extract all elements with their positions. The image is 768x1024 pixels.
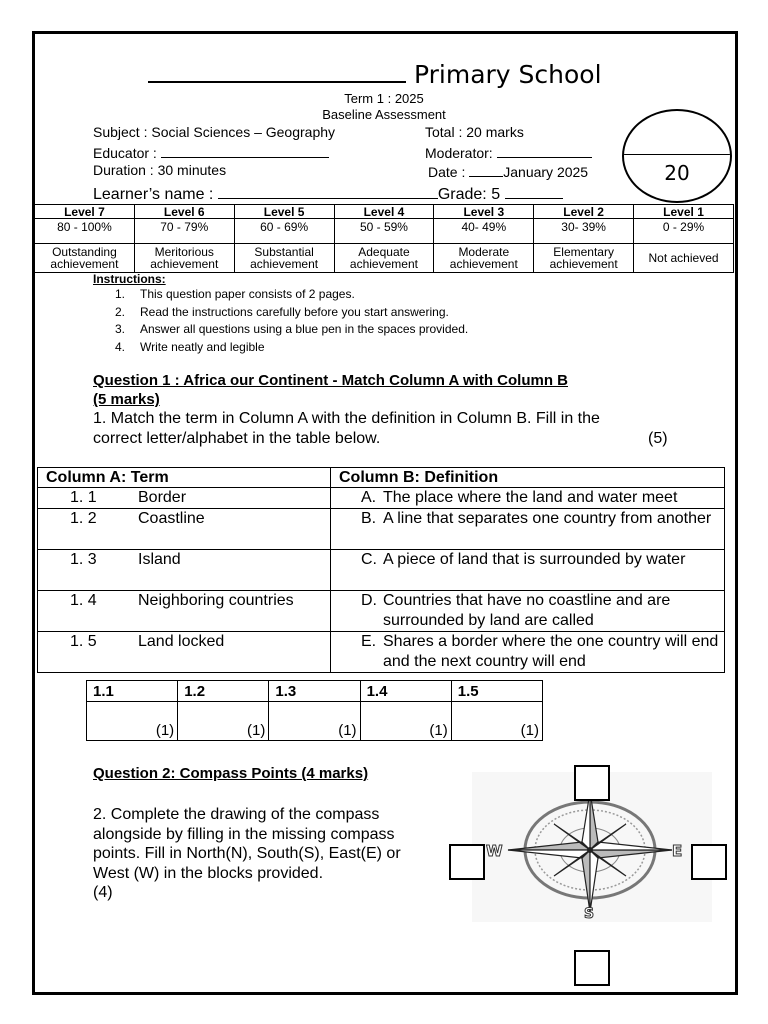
school-name-blank[interactable] bbox=[148, 63, 406, 83]
description-cell: Substantial achievement bbox=[234, 244, 334, 273]
question-1-text: 1. Match the term in Column A with the definition in Column B. Fill in the correct letter/alphabet in the table below. (5) bbox=[93, 410, 668, 447]
levels-description-row bbox=[35, 244, 734, 273]
levels-header-row bbox=[35, 205, 734, 219]
column-b-header: Column B: Definition bbox=[331, 468, 725, 488]
answer-header-cell: 1.1 bbox=[87, 681, 178, 702]
level-cell: Level 7 bbox=[35, 205, 135, 219]
column-a-header: Column A: Term bbox=[38, 468, 331, 488]
compass-west-label: W bbox=[486, 842, 503, 860]
score-total: 20 bbox=[664, 161, 690, 185]
list-item: 1. This question paper consists of 2 pages. bbox=[115, 287, 355, 301]
answer-cell-1-2[interactable]: (1) bbox=[178, 702, 269, 741]
educator-field: Educator : bbox=[93, 143, 329, 161]
total-marks: Total : 20 marks bbox=[425, 124, 524, 140]
score-divider bbox=[624, 154, 730, 155]
answer-cell-1-4[interactable]: (1) bbox=[360, 702, 451, 741]
instructions-heading: Instructions: bbox=[93, 272, 166, 286]
description-cell: Moderate achievement bbox=[434, 244, 534, 273]
date-day-blank[interactable] bbox=[469, 162, 503, 177]
compass-west-box[interactable] bbox=[449, 844, 485, 880]
levels-range-row bbox=[35, 219, 734, 244]
range-cell: 50 - 59% bbox=[334, 219, 434, 244]
matching-header-row bbox=[38, 468, 725, 488]
term: Term 1 : 2025 bbox=[344, 91, 424, 106]
range-cell: 60 - 69% bbox=[234, 219, 334, 244]
description-cell: Adequate achievement bbox=[334, 244, 434, 273]
school-title: Primary School bbox=[148, 60, 602, 89]
list-item: 4. Write neatly and legible bbox=[115, 339, 265, 354]
achievement-levels-table bbox=[34, 204, 734, 273]
duration: Duration : 30 minutes bbox=[93, 162, 227, 178]
range-cell: 30- 39% bbox=[534, 219, 634, 244]
matching-table bbox=[37, 467, 725, 673]
answer-input-row bbox=[87, 702, 543, 741]
range-cell: 70 - 79% bbox=[134, 219, 234, 244]
table-row: 1. 3 Island C. A piece of land that is surrounded by water bbox=[38, 550, 725, 591]
level-cell: Level 5 bbox=[234, 205, 334, 219]
description-cell: Elementary achievement bbox=[534, 244, 634, 273]
level-cell: Level 1 bbox=[634, 205, 734, 219]
answer-table bbox=[86, 680, 543, 741]
question-1-heading: Question 1 : Africa our Continent - Match Column A with Column B (5 marks) bbox=[93, 372, 568, 408]
table-row: 1. 5 Land locked E. Shares a border where the one country will end and the next country will end bbox=[38, 632, 725, 673]
list-item: 3. Answer all questions using a blue pen in the spaces provided. bbox=[115, 322, 469, 336]
answer-header-row bbox=[87, 681, 543, 702]
description-cell: Not achieved bbox=[634, 244, 734, 273]
compass-south-label: S bbox=[584, 906, 595, 922]
range-cell: 0 - 29% bbox=[634, 219, 734, 244]
range-cell: 80 - 100% bbox=[35, 219, 135, 244]
level-cell: Level 2 bbox=[534, 205, 634, 219]
compass-south-box[interactable] bbox=[574, 950, 610, 986]
table-row: 1. 4 Neighboring countries D. Countries that have no coastline and are surrounded by land are called bbox=[38, 591, 725, 632]
question-2-heading: Question 2: Compass Points (4 marks) bbox=[93, 765, 369, 782]
grade-class-blank[interactable] bbox=[505, 182, 563, 199]
learner-field: Learner’s name : Grade: 5 bbox=[93, 182, 563, 204]
compass-east-label: E bbox=[672, 842, 683, 860]
score-circle bbox=[622, 109, 732, 203]
answer-header-cell: 1.5 bbox=[451, 681, 542, 702]
question-2-text: 2. Complete the drawing of the compass alongside by filling in the missing compass points. Fill in North(N), South(S), East(E) or West (W) in the blocks provided. (4) bbox=[93, 806, 401, 901]
table-row: 1. 1 Border A. The place where the land and water meet bbox=[38, 488, 725, 509]
level-cell: Level 6 bbox=[134, 205, 234, 219]
compass-north-box[interactable] bbox=[574, 765, 610, 801]
moderator-field: Moderator: bbox=[425, 143, 592, 161]
description-cell: Meritorious achievement bbox=[134, 244, 234, 273]
answer-header-cell: 1.4 bbox=[360, 681, 451, 702]
moderator-blank[interactable] bbox=[497, 143, 592, 158]
answer-header-cell: 1.2 bbox=[178, 681, 269, 702]
description-cell: Outstanding achievement bbox=[35, 244, 135, 273]
level-cell: Level 3 bbox=[434, 205, 534, 219]
date-field: Date : January 2025 bbox=[428, 164, 589, 180]
level-cell: Level 4 bbox=[334, 205, 434, 219]
table-row: 1. 2 Coastline B. A line that separates one country from another bbox=[38, 509, 725, 550]
question-1-marks: (5) bbox=[648, 430, 668, 447]
subject: Subject : Social Sciences – Geography bbox=[93, 124, 336, 140]
list-item: 2. Read the instructions carefully before you start answering. bbox=[115, 304, 449, 319]
range-cell: 40- 49% bbox=[434, 219, 534, 244]
compass-east-box[interactable] bbox=[691, 844, 727, 880]
instructions-list bbox=[115, 286, 468, 356]
answer-header-cell: 1.3 bbox=[269, 681, 360, 702]
answer-cell-1-5[interactable]: (1) bbox=[451, 702, 542, 741]
answer-cell-1-1[interactable]: (1) bbox=[87, 702, 178, 741]
learner-name-blank[interactable] bbox=[218, 182, 438, 199]
answer-cell-1-3[interactable]: (1) bbox=[269, 702, 360, 741]
assessment-title: Baseline Assessment bbox=[322, 107, 446, 122]
educator-blank[interactable] bbox=[161, 143, 329, 158]
